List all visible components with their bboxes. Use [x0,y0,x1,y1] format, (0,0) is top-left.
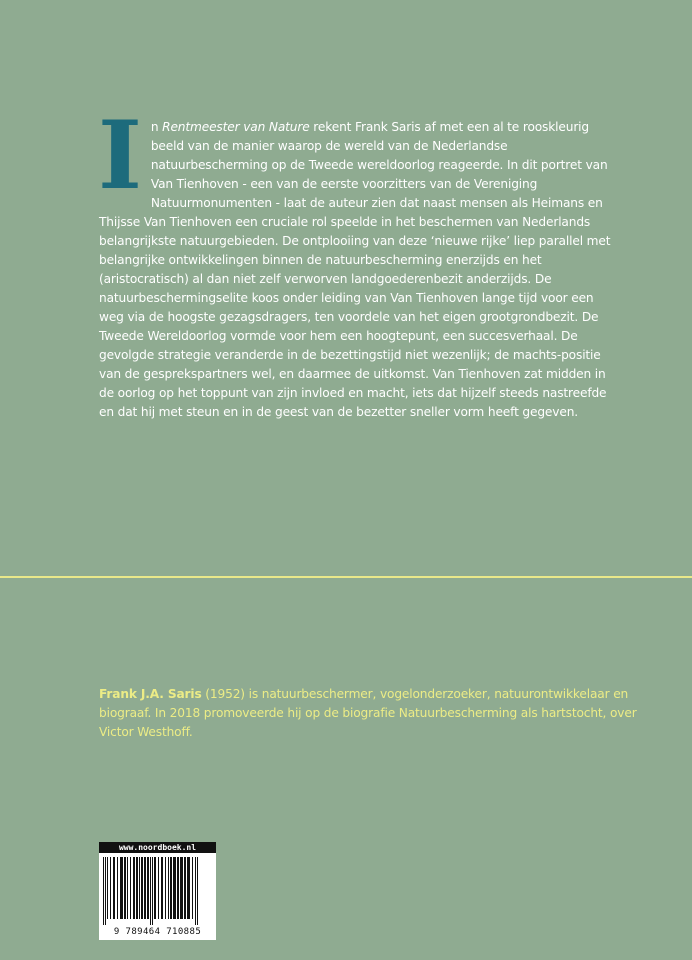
author-bio-text: (1952) is natuurbeschermer, vogelonderzoeker, natuurontwikkelaar en biograaf. In 2018 promoveerde hij op de biografie Natuurbescherming als hartstocht, over Victor Westhoff. [99,687,637,739]
barcode-bars [103,857,212,925]
blurb-intro: n [150,120,163,134]
isbn-barcode [99,842,216,940]
isbn-digits: 9 789464 710885 [113,927,202,937]
author-bio [99,685,639,742]
blurb-text: rekent Frank Saris af met een al te rooskleurig beeld van de manier waarop de wereld van de Nederlandse natuurbescherming op de Tweede wereldoorlog reageerde. In dit portret van Van Tienhoven - een van de eerste voorzitters van de Vereniging Natuurmonumenten - laat de auteur zien dat naast mensen als Heimans en Thijsse Van Tienhoven een cruciale rol speelde in het beschermen van Nederlands belangrijkste natuurgebieden. De ontplooiing van deze ‘nieuwe rijke’ liep parallel met belangrijke ontwikkelingen binnen de natuurbescherming enerzijds en het (aristocratisch) al dan niet zelf verworven landgoederenbezit anderzijds. De natuurbeschermingselite koos onder leiding van Van Tienhoven lange tijd voor een weg via de hoogste gezagsdragers, ten voordele van het eigen grootgrondbezit. De Tweede Wereldoorlog vormde voor hem een hoogtepunt, een succesverhaal. De gevolgde strategie veranderde in de bezettingstijd niet wezenlijk; de machts-positie van de gesprekspartners wel, en daarmee de uitkomst. Van Tienhoven zat midden in de oorlog op het toppunt van zijn invloed en macht, iets dat hijzelf steeds nastreefde en dat hij met steun en in de geest van de bezetter sneller vorm heeft gegeven. [99,120,611,419]
back-cover-blurb [98,101,615,422]
author-name: Frank J.A. Saris [99,687,202,701]
drop-cap: I [98,101,142,211]
publisher-url: www.noordboek.nl [99,842,216,853]
book-title: Rentmeester van Nature [162,120,310,134]
divider-rule [0,576,692,578]
